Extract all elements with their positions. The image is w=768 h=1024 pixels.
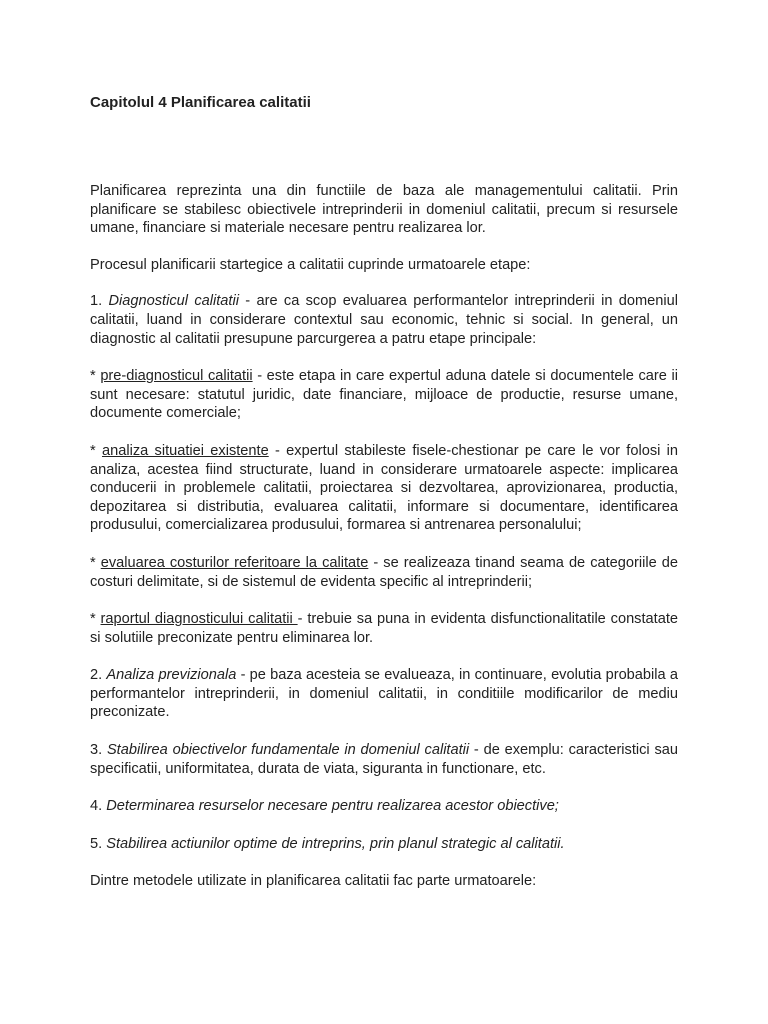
substep-4-bullet: * [90,611,101,628]
substep-1-term: pre-diagnosticul calitatii [100,368,253,385]
substep-1-bullet: * [90,368,101,385]
step-4-paragraph [90,797,678,816]
step-5-number: 5. [90,835,107,852]
substep-3-term: evaluarea costurilor referitoare la calitate [100,554,369,571]
substep-2-text: - expertul stabileste fisele-chestionar pe care le vor folosi in analiza, acestea fiind structurate, luand in considerare urmatoarele aspecte: implicarea conducerii in problemele calitatii, proiectarea si dezvoltarea, aprovizionarea, productia, depozitarea si distributia, evaluarea calitatii, informare si documentare, identificarea produsului, comercializarea produsului, formarea si antrenarea personalului; [90,442,679,534]
step-1-text: - are ca scop evaluarea performantelor intreprinderii in domeniul calitatii, luand in considerare contextul sau economic, tehnic si social. In general, un diagnostic al calitatii presupune parcurgerea a patru etape principale: [90,293,678,347]
substep-4-paragraph [90,610,678,647]
step-3-text: - de exemplu: caracteristici sau specificatii, uniformitatea, durata de viata, siguranta in functionare, etc. [90,742,678,777]
substep-3-paragraph [90,554,678,591]
substep-4-text: - trebuie sa puna in evidenta disfunctionalitatile constatate si solutiile preconizate pentru eliminarea lor. [90,611,678,646]
step-2-text: - pe baza acesteia se evalueaza, in continuare, evolutia probabila a performantelor intreprinderii, in domeniul calitatii, in conditiile modificarilor de mediu preconizate. [90,667,678,721]
substep-2-paragraph [90,442,678,535]
document-body [90,182,678,910]
step-2-number: 2. [90,667,107,684]
step-2-term: Analiza previzionala [106,667,237,684]
step-1-paragraph [90,292,678,348]
substep-4-term: raportul diagnosticului calitatii [100,611,298,628]
step-4-term: Determinarea resurselor necesare pentru realizarea acestor obiective; [106,798,559,815]
process-intro-paragraph: Procesul planificarii startegice a calitatii cuprinde urmatoarele etape: [90,256,531,273]
substep-2-bullet: * [90,442,102,459]
step-4-number: 4. [90,798,107,815]
substep-3-bullet: * [90,554,101,571]
step-1-number: 1. [90,293,109,310]
step-5-paragraph [90,835,678,854]
substep-1-text: - este etapa in care expertul aduna datele si documentele care ii sunt necesare: statutul juridic, date financiare, mijloace de productie, resurse umane, documente comerciale; [90,368,679,422]
substep-3-text: - se realizeaza tinand seama de categoriile de costuri delimitate, si de sistemul de evidenta specific al intreprinderii; [90,554,679,590]
substep-2-term: analiza situatiei existente [101,442,269,459]
step-3-term: Stabilirea obiectivelor fundamentale in domeniul calitatii [106,742,470,759]
step-3-number: 3. [90,742,107,759]
closing-paragraph: Dintre metodele utilizate in planificarea calitatii fac parte urmatoarele: [90,873,537,890]
chapter-title: Capitolul 4 Planificarea calitatii [90,94,311,111]
step-1-term: Diagnosticul calitatii [108,293,246,310]
step-3-paragraph [90,741,678,778]
substep-1-paragraph [90,367,678,423]
step-2-paragraph [90,666,678,722]
intro-paragraph: Planificarea reprezinta una din functiile de baza ale managementului calitatii. Prin planificare se stabilesc obiectivele intreprinderii in domeniul calitatii, precum si resursele umane, financiare si materiale necesare pentru realizarea lor. [90,183,678,237]
step-5-term: Stabilirea actiunilor optime de intreprins, prin planul strategic al calitatii. [106,835,565,852]
